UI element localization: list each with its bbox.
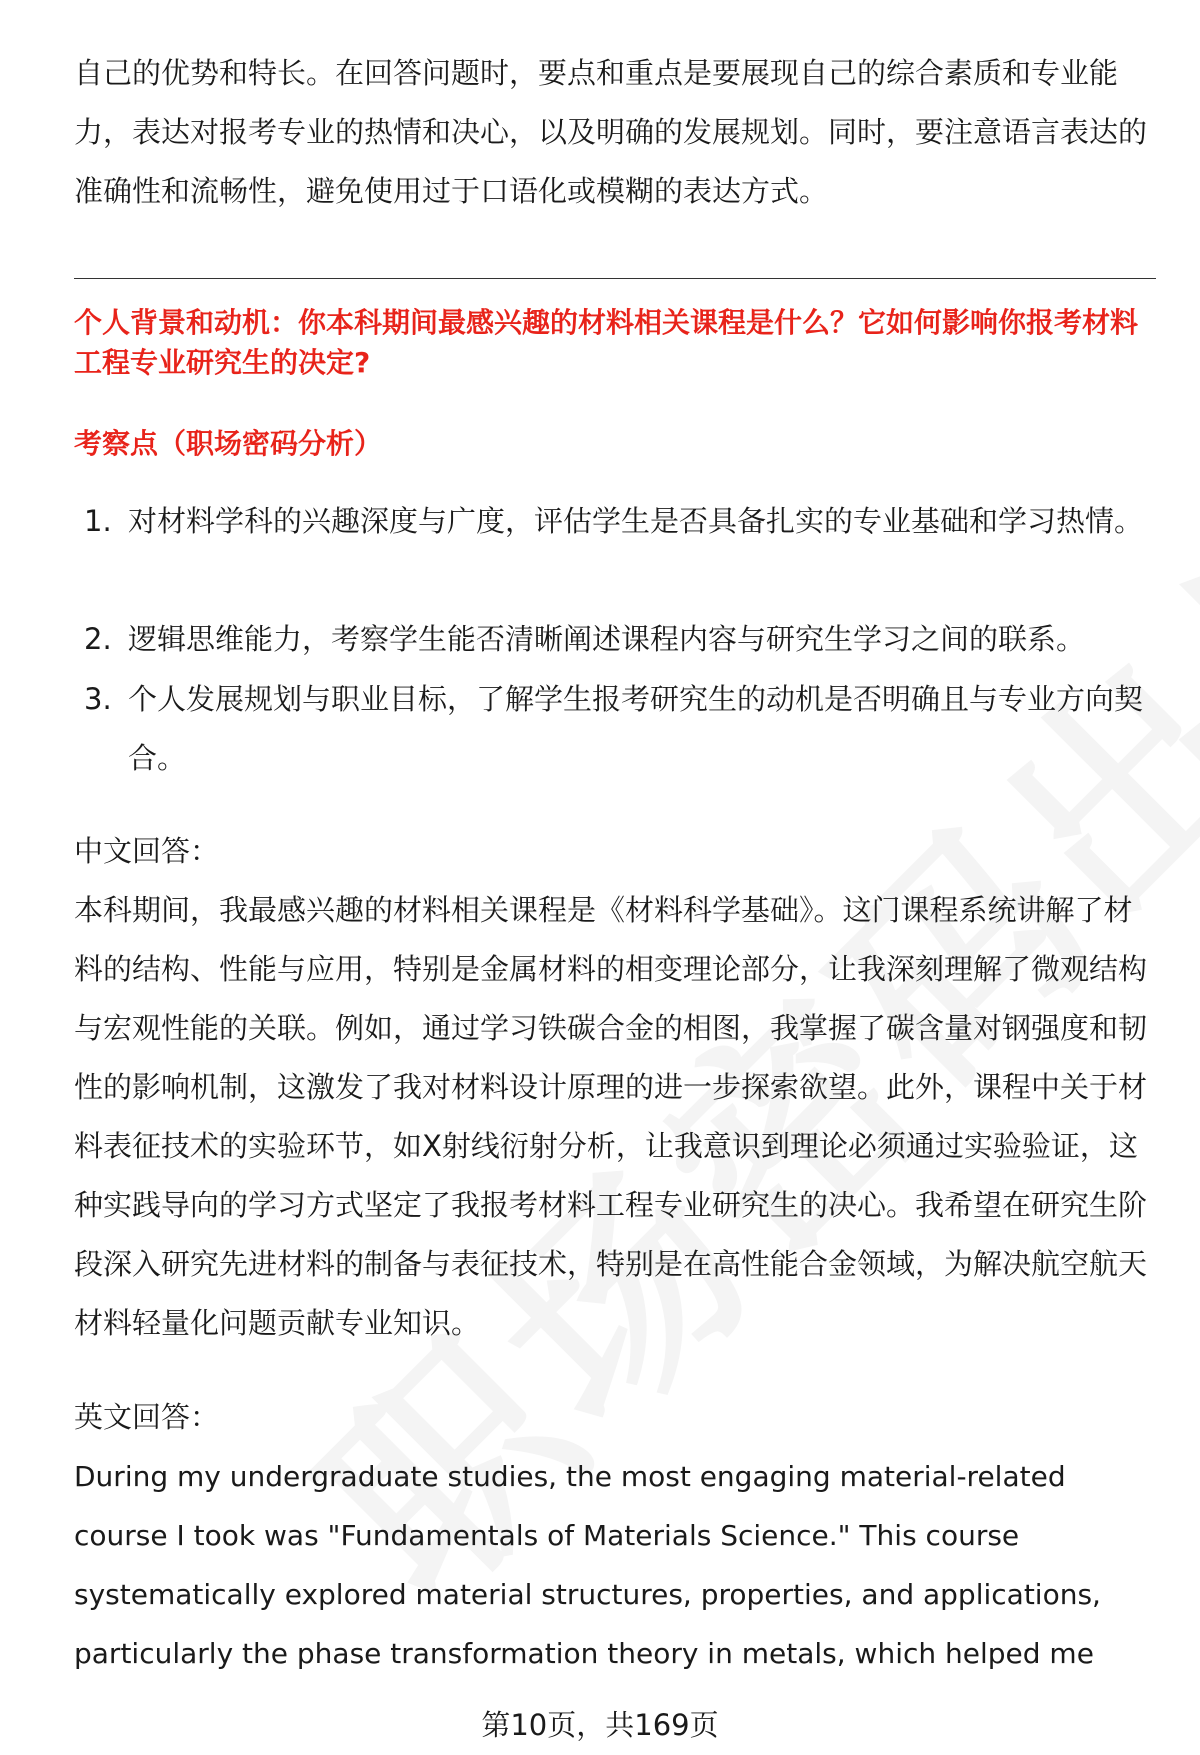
list-text: 个人发展规划与职业目标，了解学生报考研究生的动机是否明确且与专业方向契合。 [128,682,1144,775]
list-number: 2. [84,622,112,656]
assessment-heading: 考察点（职场密码分析） [74,427,383,460]
page-number-footer: 第10页，共169页 [481,1708,719,1742]
english-answer-label: 英文回答： [74,1400,220,1434]
list-text: 逻辑思维能力，考察学生能否清晰阐述课程内容与研究生学习之间的联系。 [128,622,1086,656]
chinese-answer: 本科期间，我最感兴趣的材料相关课程是《材料科学基础》。这门课程系统讲解了材料的结构、性能与应用，特别是金属材料的相变理论部分，让我深刻理解了微观结构与宏观性能的关联。例如，通过学习铁碳合金的相图，我掌握了碳含量对钢强度和韧性的影响机制，这激发了我对材料设计原理的进一步探索欲望。此外，课程中关于材料表征技术的实验环节，如X射线衍射分析，让我意识到理论必须通过实验验证，这种实践导向的学习方式坚定了我报考材料工程专业研究生的决心。我希望在研究生阶段深入研究先进材料的制备与表征技术，特别是在高性能合金领域，为解决航空航天材料轻量化问题贡献专业知识。 [74,893,1148,1340]
list-number: 3. [84,682,112,716]
english-answer: During my undergraduate studies, the most engaging material-related course I took was "Fundamentals of Materials Science." This course systematically explored material structures, properties, and applications, particularly the phase transformation theory in metals, which helped me [74,1460,1101,1670]
intro-paragraph: 自己的优势和特长。在回答问题时，要点和重点是要展现自己的综合素质和专业能力，表达对报考专业的热情和决心，以及明确的发展规划。同时，要注意语言表达的准确性和流畅性，避免使用过于口语化或模糊的表达方式。 [74,56,1148,208]
list-number: 1. [84,504,112,538]
section-divider [74,278,1156,279]
list-text: 对材料学科的兴趣深度与广度，评估学生是否具备扎实的专业基础和学习热情。 [128,504,1144,538]
question-title: 个人背景和动机：你本科期间最感兴趣的材料相关课程是什么？它如何影响你报考材料工程专业研究生的决定? [74,306,1139,379]
chinese-answer-label: 中文回答： [74,834,220,868]
